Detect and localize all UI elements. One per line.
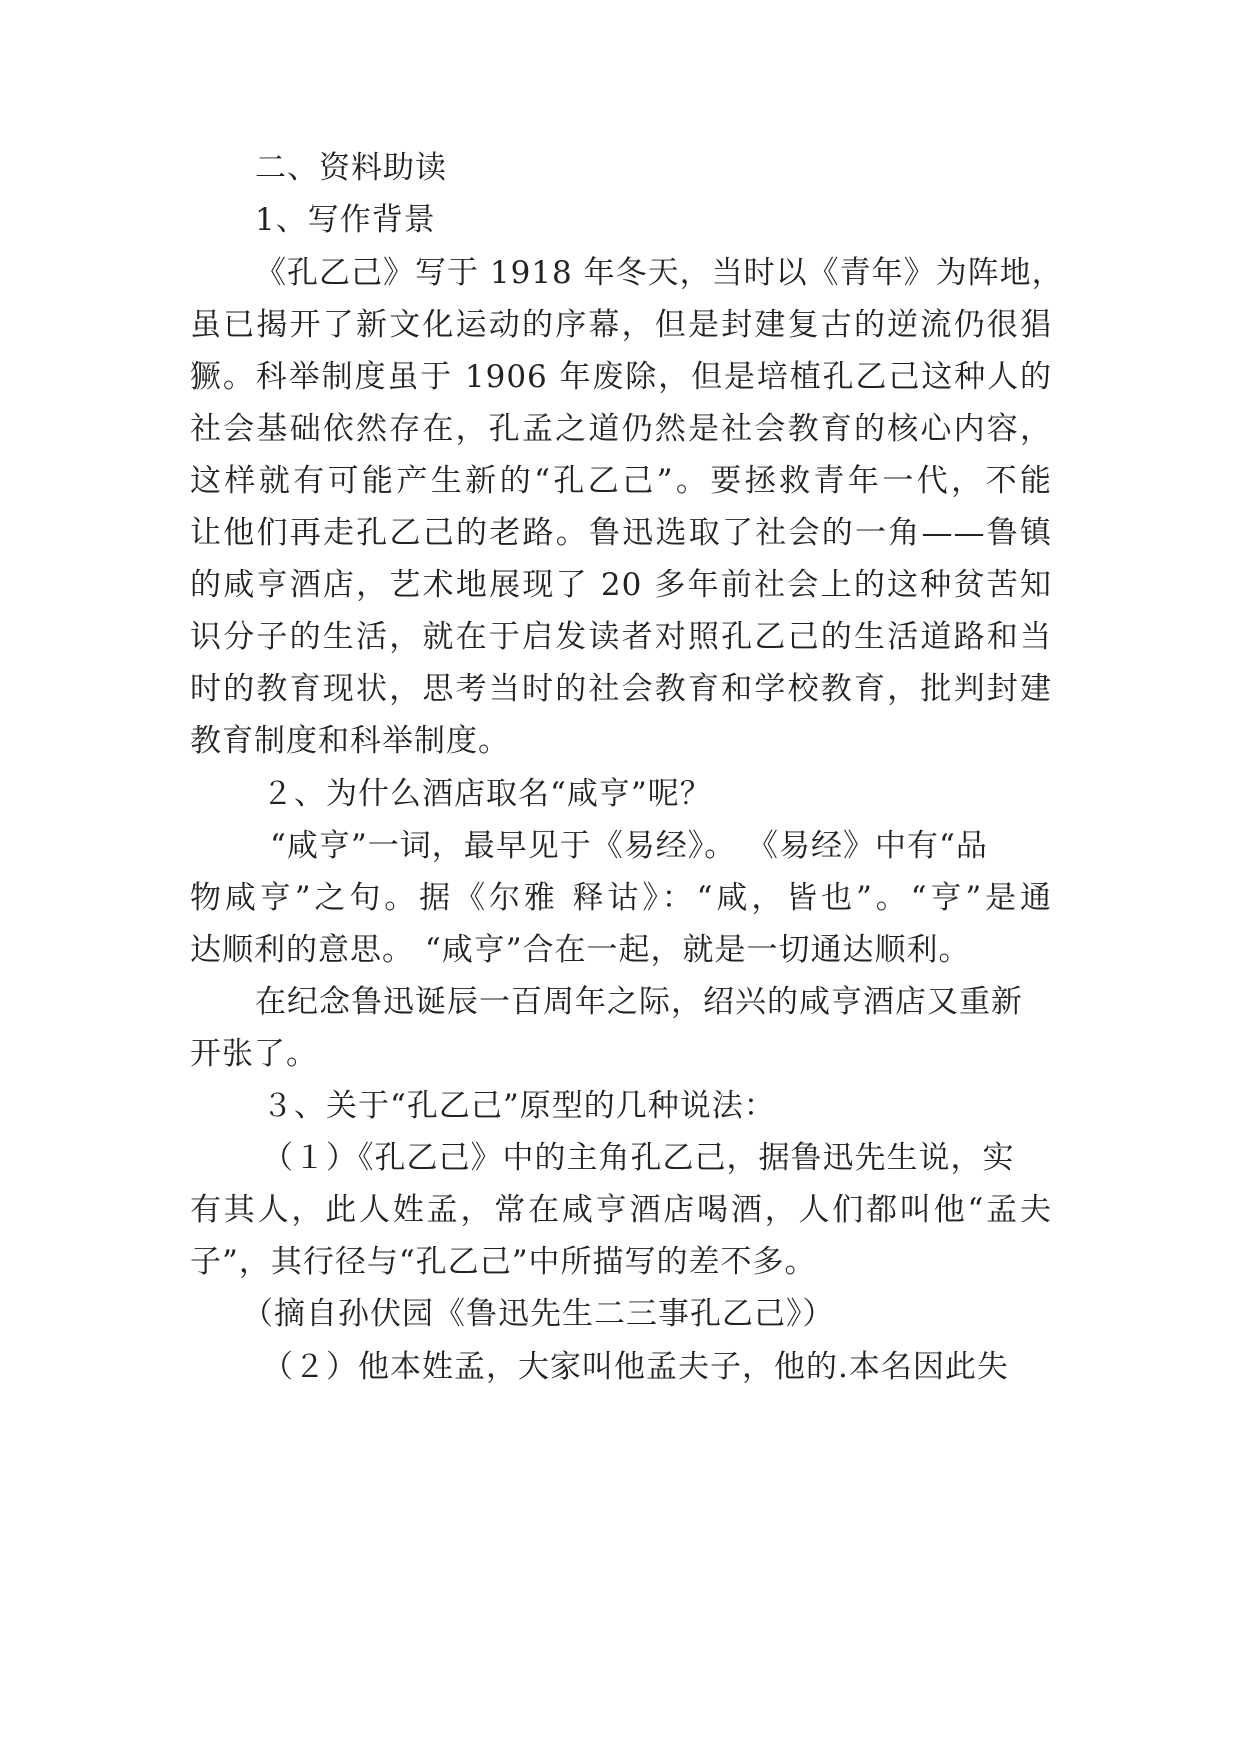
- paragraph-line: “咸亨”一词，最早见于《易经》。 《易经》中有“品: [270, 828, 988, 864]
- paragraph-line: 物咸亨”之句。据《尔雅 释诂》：“咸，皆也”。“亨”是通: [190, 880, 1052, 916]
- paragraph-line: 獗。科举制度虽于 1906 年废除，但是培植孔乙己这种人的: [190, 359, 1052, 395]
- subsection-heading: 1、写作背景: [255, 202, 436, 238]
- paragraph-line: 识分子的生活，就在于启发读者对照孔乙己的生活道路和当: [190, 619, 1052, 655]
- paragraph-line: 时的教育现状，思考当时的社会教育和学校教育，批判封建: [190, 671, 1052, 707]
- subsection-heading: ３、关于“孔乙己”原型的几种说法：: [262, 1088, 776, 1124]
- paragraph-line: 社会基础依然存在，孔孟之道仍然是社会教育的核心内容，: [190, 411, 1052, 447]
- paragraph-line: 教育制度和科举制度。: [190, 723, 510, 759]
- section-heading: 二、资料助读: [255, 150, 447, 186]
- paragraph-line: 达顺利的意思。 “咸亨”合在一起，就是一切通达顺利。: [190, 932, 971, 968]
- paragraph-line: （１）《孔乙己》中的主角孔乙己，据鲁迅先生说，实: [262, 1140, 1015, 1176]
- paragraph-line: 《孔乙己》写于 1918 年冬天，当时以《青年》为阵地，: [255, 255, 1064, 291]
- paragraph-line: 这样就有可能产生新的“孔乙己”。要拯救青年一代，不能: [190, 463, 1052, 499]
- subsection-heading: ２、为什么酒店取名“咸亨”呢？: [262, 776, 712, 812]
- paragraph-line: 子”，其行径与“孔乙己”中所描写的差不多。: [190, 1244, 817, 1280]
- paragraph-line: 虽已揭开了新文化运动的序幕，但是封建复古的逆流仍很猖: [190, 307, 1052, 343]
- paragraph-line: （２）他本姓孟，大家叫他孟夫子，他的.本名因此失: [262, 1349, 1009, 1385]
- paragraph-line: 开张了。: [190, 1036, 318, 1072]
- citation-line: （摘自孙伏园《鲁迅先生二三事孔乙己》）: [242, 1296, 835, 1332]
- paragraph-line: 让他们再走孔乙己的老路。鲁迅选取了社会的一角——鲁镇: [190, 515, 1052, 551]
- paragraph-line: 在纪念鲁迅诞辰一百周年之际，绍兴的咸亨酒店又重新: [255, 984, 1023, 1020]
- paragraph-line: 有其人，此人姓孟，常在咸亨酒店喝酒，人们都叫他“孟夫: [190, 1192, 1052, 1228]
- paragraph-line: 的咸亨酒店，艺术地展现了 20 多年前社会上的这种贫苦知: [190, 567, 1052, 603]
